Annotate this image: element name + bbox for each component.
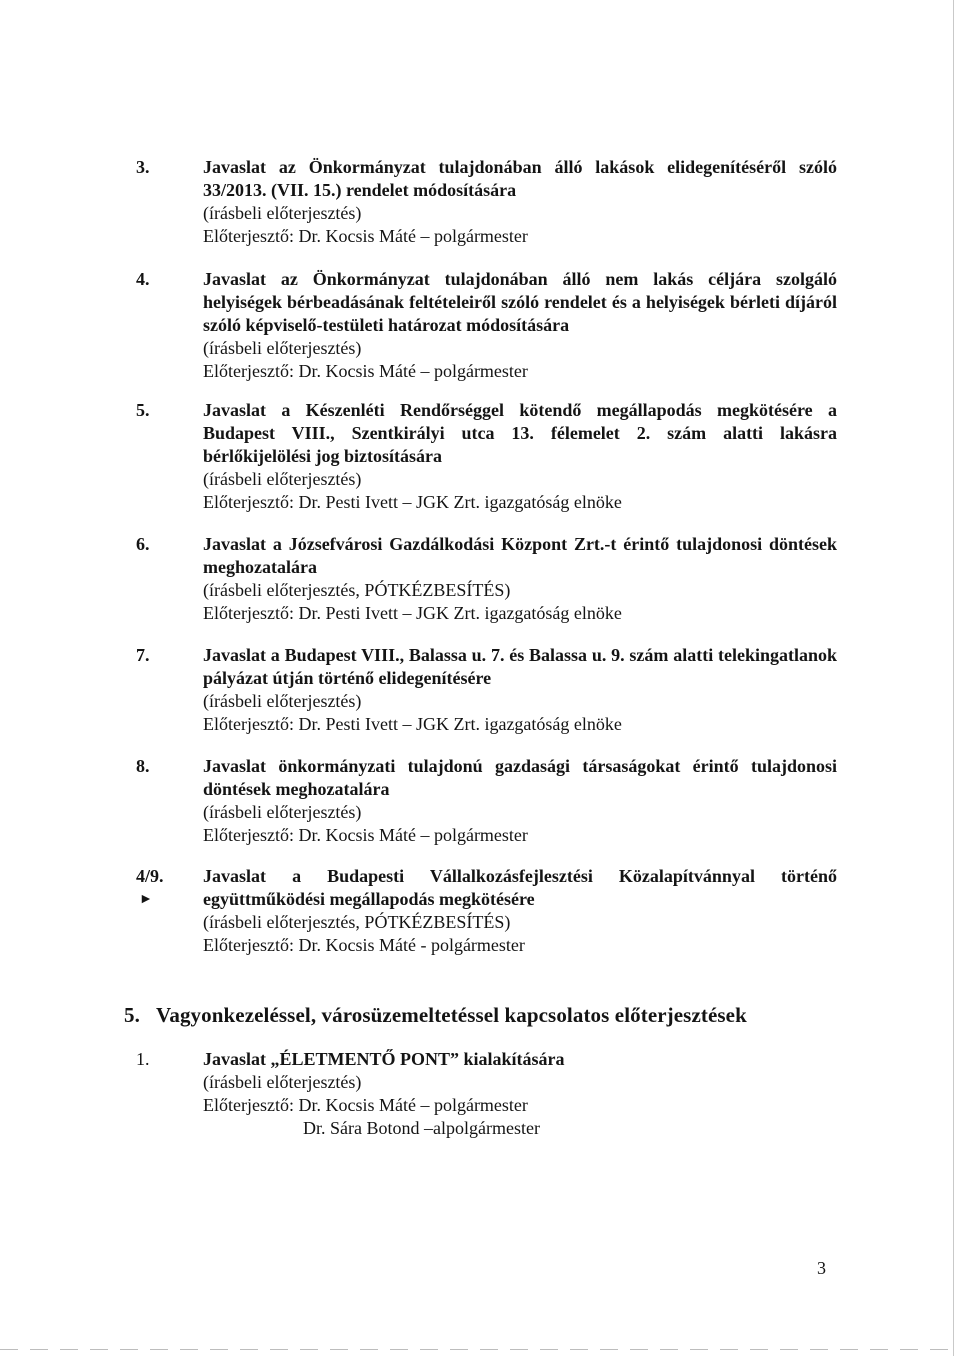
agenda-item-presenter: Előterjesztő: Dr. Kocsis Máté – polgármester — [203, 1095, 528, 1115]
agenda-item-presenter: Előterjesztő: Dr. Pesti Ivett – JGK Zrt. igazgatóság elnöke — [203, 492, 622, 512]
arrow-marker-icon: ► — [139, 892, 153, 907]
agenda-item-body — [203, 755, 837, 847]
agenda-item-number: 5. — [136, 400, 150, 420]
agenda-item-title: Javaslat a Józsefvárosi Gazdálkodási Központ Zrt.-t érintő tulajdonosi döntések meghozatalára — [203, 534, 837, 577]
agenda-item-number: 4/9. — [136, 866, 164, 886]
agenda-item-number: 4. — [136, 269, 150, 289]
section-title: Vagyonkezeléssel, városüzemeltetéssel kapcsolatos előterjesztések — [156, 1003, 747, 1027]
agenda-item-number: 1. — [136, 1049, 150, 1069]
agenda-item-type: (írásbeli előterjesztés) — [203, 802, 362, 822]
agenda-item-body — [203, 533, 837, 625]
agenda-item-number: 7. — [136, 645, 150, 665]
agenda-item-title: Javaslat önkormányzati tulajdonú gazdasági társaságokat érintő tulajdonosi döntések meghozatalára — [203, 756, 837, 799]
agenda-item-type: (írásbeli előterjesztés) — [203, 338, 362, 358]
agenda-item-presenter: Előterjesztő: Dr. Kocsis Máté - polgármester — [203, 935, 525, 955]
section-heading — [124, 1002, 747, 1028]
agenda-item-title: Javaslat a Budapest VIII., Balassa u. 7. és Balassa u. 9. szám alatti telekingatlanok pályázat útján történő elidegenítésére — [203, 645, 837, 688]
agenda-item-body — [203, 865, 837, 957]
agenda-item-title: Javaslat „ÉLETMENTŐ PONT” kialakítására — [203, 1049, 565, 1069]
agenda-item-body — [203, 399, 837, 514]
section-number: 5. — [124, 1003, 140, 1027]
agenda-item-co-presenter: Dr. Sára Botond –alpolgármester — [303, 1118, 540, 1138]
agenda-item-title: Javaslat a Budapesti Vállalkozásfejlesztési Közalapítvánnyal történő együttműködési megállapodás megkötésére — [203, 866, 837, 909]
agenda-item-type: (írásbeli előterjesztés, PÓTKÉZBESÍTÉS) — [203, 580, 511, 600]
scan-edge-line — [953, 0, 954, 1356]
agenda-item-title: Javaslat az Önkormányzat tulajdonában álló nem lakás céljára szolgáló helyiségek bérbeadásának feltételeiről szóló rendelet és a helyiségek bérleti díjáról szóló képviselő-testületi határozat módosítására — [203, 269, 837, 335]
agenda-item-title: Javaslat a Készenléti Rendőrséggel kötendő megállapodás megkötésére a Budapest VIII., Szentkirályi utca 13. félemelet 2. szám alatti lakásra bérlőkijelölési jog biztosítására — [203, 400, 837, 466]
agenda-item-body — [203, 1048, 837, 1140]
agenda-item-type: (írásbeli előterjesztés) — [203, 691, 362, 711]
agenda-item-presenter: Előterjesztő: Dr. Kocsis Máté – polgármester — [203, 226, 528, 246]
agenda-item-body — [203, 156, 837, 248]
agenda-item-presenter: Előterjesztő: Dr. Pesti Ivett – JGK Zrt. igazgatóság elnöke — [203, 714, 622, 734]
agenda-item-presenter: Előterjesztő: Dr. Pesti Ivett – JGK Zrt. igazgatóság elnöke — [203, 603, 622, 623]
page-number: 3 — [817, 1258, 826, 1278]
agenda-item-number: 8. — [136, 756, 150, 776]
scan-bottom-line — [0, 1349, 960, 1350]
agenda-item-type: (írásbeli előterjesztés, PÓTKÉZBESÍTÉS) — [203, 912, 511, 932]
agenda-item-number: 3. — [136, 157, 150, 177]
agenda-item-type: (írásbeli előterjesztés) — [203, 203, 362, 223]
agenda-item-presenter: Előterjesztő: Dr. Kocsis Máté – polgármester — [203, 361, 528, 381]
agenda-item-body — [203, 268, 837, 383]
agenda-item-presenter: Előterjesztő: Dr. Kocsis Máté – polgármester — [203, 825, 528, 845]
agenda-item-type: (írásbeli előterjesztés) — [203, 469, 362, 489]
agenda-item-number: 6. — [136, 534, 150, 554]
agenda-item-type: (írásbeli előterjesztés) — [203, 1072, 362, 1092]
agenda-item-body — [203, 644, 837, 736]
agenda-item-title: Javaslat az Önkormányzat tulajdonában álló lakások elidegenítéséről szóló 33/2013. (VII. 15.) rendelet módosítására — [203, 157, 837, 200]
